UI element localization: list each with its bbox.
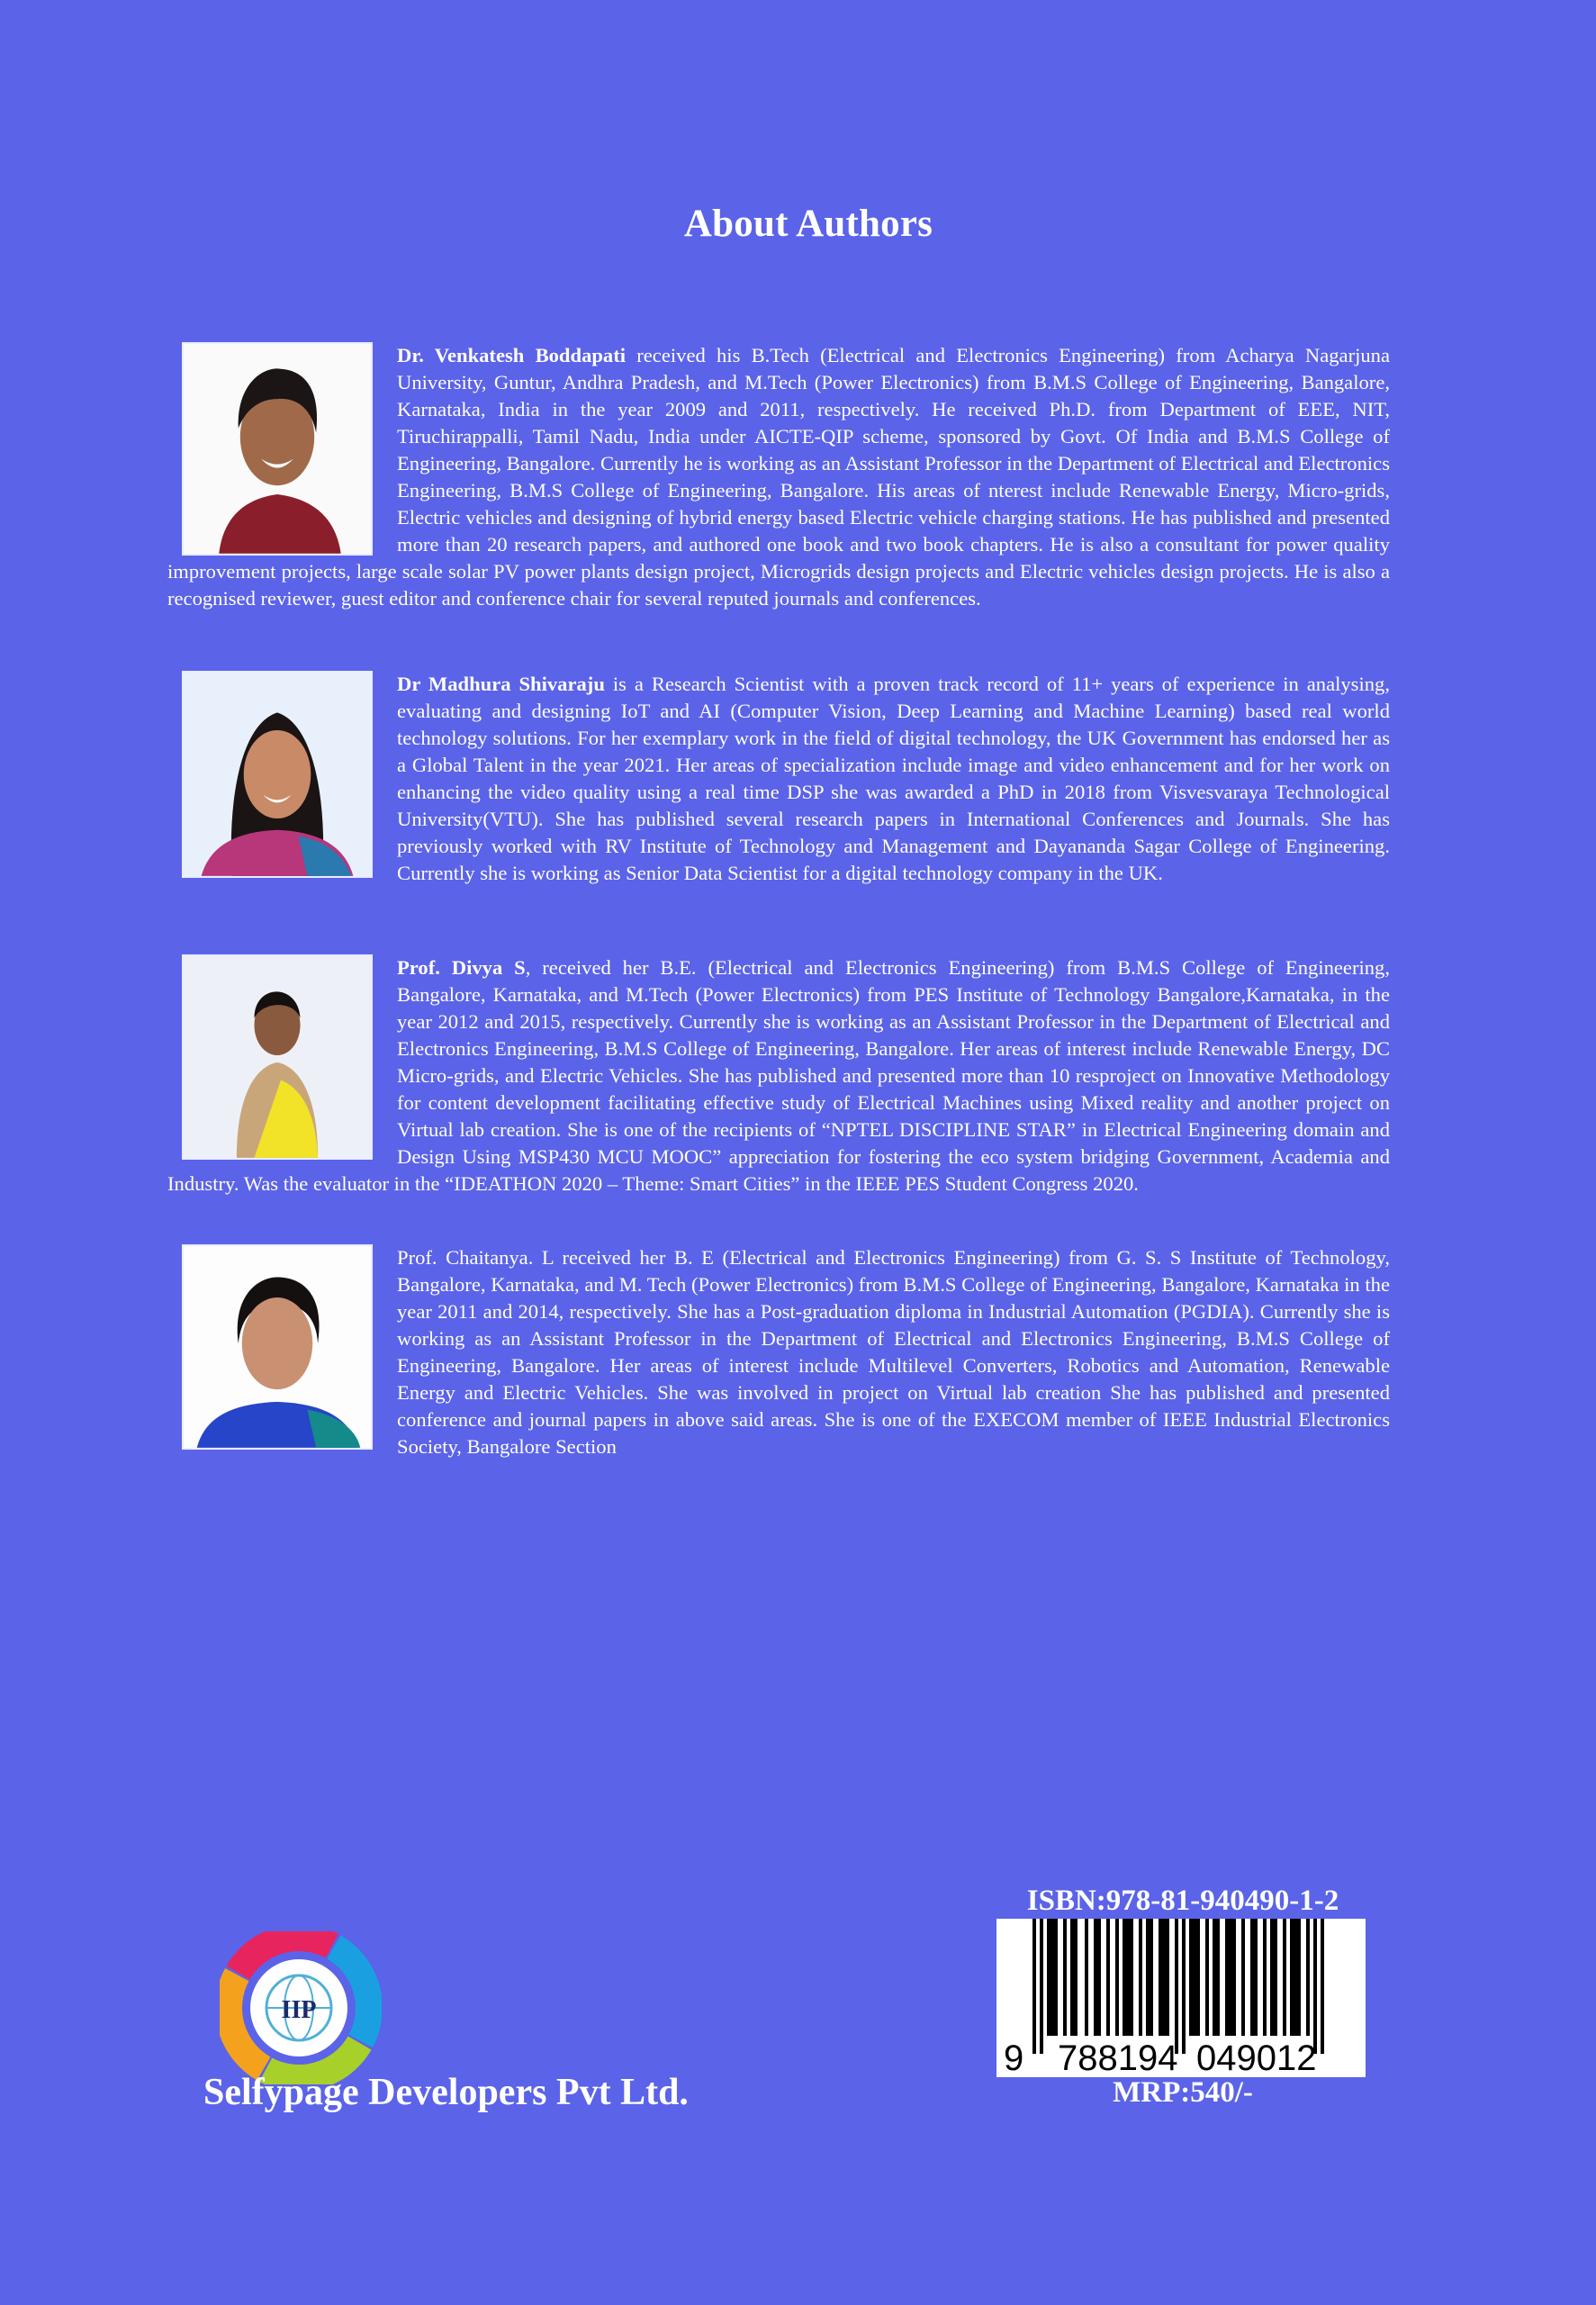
publisher-logo	[220, 1931, 382, 2084]
mrp-price: MRP:540/-	[1113, 2076, 1253, 2109]
svg-text:049012: 049012	[1196, 2038, 1317, 2077]
author-bio-3	[167, 954, 1390, 1198]
barcode-icon	[996, 1919, 1366, 2077]
author-name-1: Dr. Venkatesh Boddapati	[397, 344, 627, 366]
author-name-3: Prof. Divya S	[397, 956, 526, 979]
portrait-woman-icon	[184, 673, 371, 876]
portrait-woman-saree-icon	[184, 956, 371, 1158]
author-bio-1	[167, 342, 1390, 612]
svg-text:IIP: IIP	[281, 1996, 317, 2024]
publisher-name: Selfypage Developers Pvt Ltd.	[203, 2072, 689, 2113]
isbn-label: ISBN:978-81-940490-1-2	[1026, 1885, 1339, 1917]
author-photo-2	[182, 671, 373, 878]
author-bio-text-1: received his B.Tech (Electrical and Electronics Engineering) from Acharya Nagarjuna University, Guntur, Andhra Pradesh, and M.Tech (Power Electronics) from B.M.S College of Engineering, Bangalore, Karnataka, India in the year 2009 and 2011, respectively. He received Ph.D. from Department of EEE, NIT, Tiruchirappalli, Tamil Nadu, India under AICTE-QIP scheme, sponsored by Govt. Of India and B.M.S College of Engineering, Bangalore. Currently he is working as an Assistant Professor in the Department of Electrical and Electronics Engineering, B.M.S College of Engineering, Bangalore. His areas of nterest include Renewable Energy, Micro-grids, Electric vehicles and designing of hybrid energy based Electric vehicle charging stations. He has published and presented more than 20 research papers, and authored one book and two book chapters. He is also a consultant for power quality improvement projects, large scale solar PV power plants design project, Microgrids design projects and Electric vehicles design projects. He is also a recognised reviewer, guest editor and conference chair for several reputed journals and conferences.	[167, 344, 1391, 610]
author-bio-text-3: , received her B.E. (Electrical and Electronics Engineering) from B.M.S College of Engineering, Bangalore, Karnataka, and M.Tech (Power Electronics) from PES Institute of Technology Bangalore,Karnataka, in the year 2012 and 2015, respectively. Currently she is working as an Assistant Professor in the Department of Electrical and Electronics Engineering, B.M.S College of Engineering, Bangalore. Her areas of interest include Renewable Energy, DC Micro-grids, and Electric Vehicles. She has published and presented more than 10 resproject on Innovative Methodology for content development facilitating effective study of Electrical Machines using Mixed reality and another project on Virtual lab creation. She is one of the recipients of “NPTEL DISCIPLINE STAR” in Electrical Engineering domain and Design Using MSP430 MCU MOOC” appreciation for fostering the eco system bridging Government, Academia and Industry. Was the evaluator in the “IDEATHON 2020 – Theme: Smart Cities” in the IEEE PES Student Congress 2020.	[167, 956, 1390, 1195]
author-name-2: Dr Madhura Shivaraju	[397, 673, 605, 695]
page-title: About Authors	[683, 203, 933, 245]
author-bio-text-4: received her B. E (Electrical and Electronics Engineering) from G. S. S Institute of Technology, Bangalore, Karnataka, and M. Tech (Power Electronics) from B.M.S College of Engineering, Bangalore, Karnataka in the year 2011 and 2014, respectively. She has a Post-graduation diploma in Industrial Automation (PGDIA). Currently she is working as an Assistant Professor in the Department of Electrical and Electronics Engineering, B.M.S College of Engineering, Bangalore. Her areas of interest include Multilevel Converters, Robotics and Automation, Renewable Energy and Electric Vehicles. She was involved in project on Virtual lab creation She has published and presented conference and journal papers in above said areas. She is one of the EXECOM member of IEEE Industrial Electronics Society, Bangalore Section	[397, 1246, 1390, 1458]
author-photo-1	[182, 342, 373, 556]
portrait-woman-blue-icon	[184, 1246, 371, 1448]
author-name-4: Prof. Chaitanya. L	[397, 1246, 554, 1269]
portrait-man-icon	[184, 344, 371, 554]
svg-text:9: 9	[1004, 2038, 1024, 2077]
author-bio-text-2: is a Research Scientist with a proven track record of 11+ years of experience in analysing, evaluating and designing IoT and AI (Computer Vision, Deep Learning and Machine Learning) based real world technology solutions. For her exemplary work in the field of digital technology, the UK Government has endorsed her as a Global Talent in the year 2021. Her areas of specialization include image and video enhancement and for her work on enhancing the video quality using a real time DSP she was awarded a PhD in 2018 from Visvesvaraya Technological University(VTU). She has published several research papers in International Conferences and Journals. She has previously worked with RV Institute of Technology and Management and Dayananda Sagar College of Engineering. Currently she is working as Senior Data Scientist for a digital technology company in the UK.	[397, 673, 1390, 884]
isbn-barcode	[996, 1919, 1366, 2077]
svg-text:788194: 788194	[1058, 2038, 1178, 2077]
author-bio-2	[167, 671, 1390, 887]
author-photo-3	[182, 954, 373, 1160]
iip-logo-icon	[220, 1931, 382, 2084]
author-photo-4	[182, 1244, 373, 1450]
author-bio-4	[167, 1244, 1390, 1460]
